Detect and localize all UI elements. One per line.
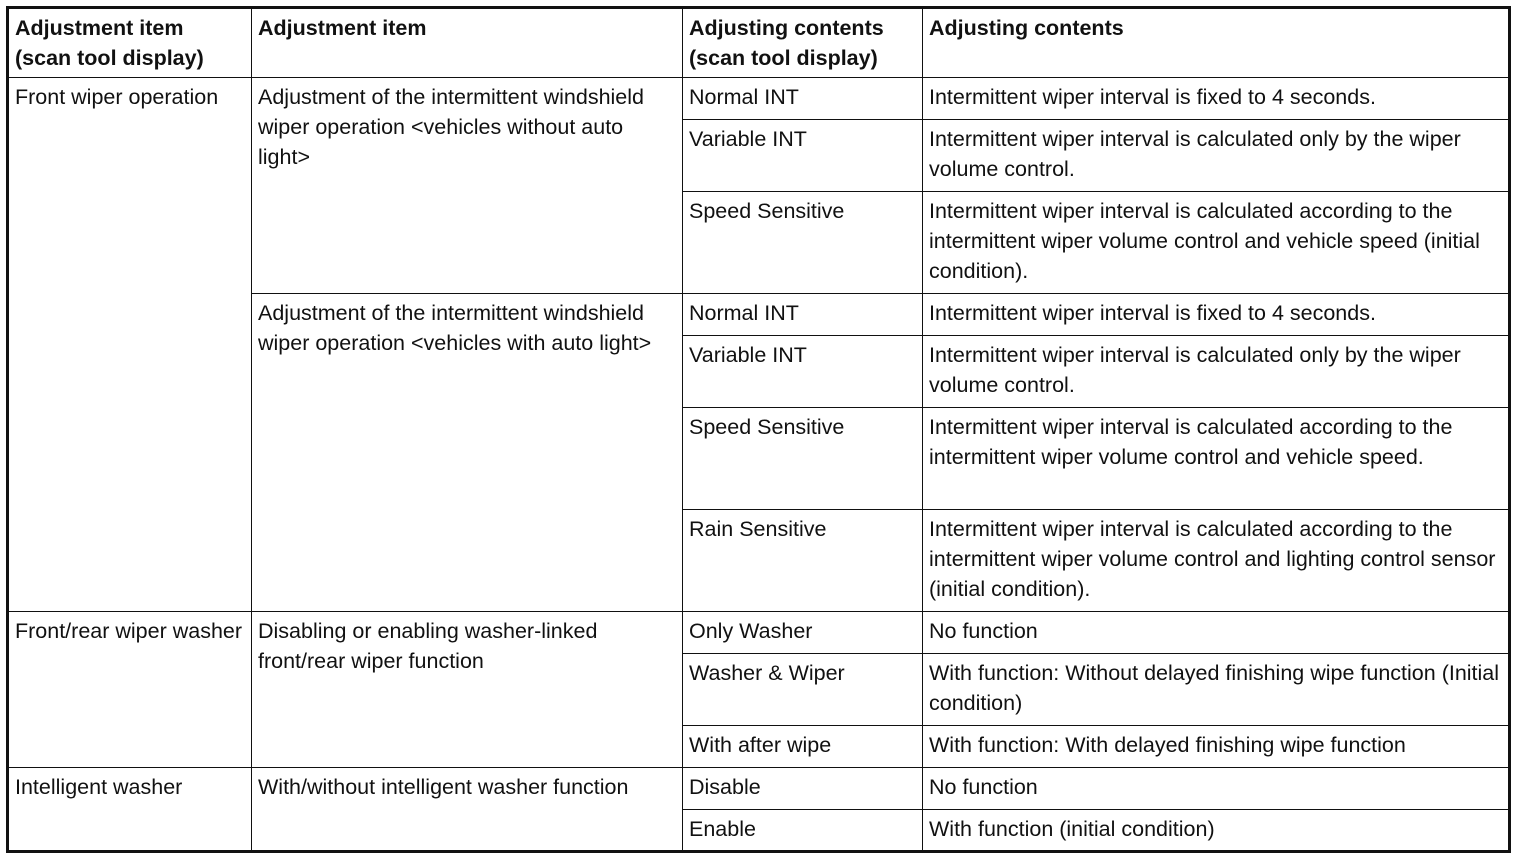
item-display-front-wiper: Front wiper operation — [8, 78, 252, 612]
header-adjusting-contents-scan: Adjusting contents (scan tool display) — [683, 8, 923, 78]
content-text: Intermittent wiper interval is fixed to 4 seconds. — [923, 78, 1510, 120]
header-adjusting-contents: Adjusting contents — [923, 8, 1510, 78]
table-header-row — [8, 8, 1510, 78]
content-display: Washer & Wiper — [683, 654, 923, 726]
header-adjustment-item: Adjustment item — [252, 8, 683, 78]
item-washer: Disabling or enabling washer-linked front/rear wiper function — [252, 612, 683, 768]
content-text: With function (initial condition) — [923, 810, 1510, 852]
content-text: Intermittent wiper interval is calculated only by the wiper volume control. — [923, 120, 1510, 192]
content-display: Variable INT — [683, 336, 923, 408]
content-display: Rain Sensitive — [683, 510, 923, 612]
content-text: Intermittent wiper interval is fixed to 4 seconds. — [923, 294, 1510, 336]
content-text: Intermittent wiper interval is calculated according to the intermittent wiper volume control and lighting control sensor (initial condition). — [923, 510, 1510, 612]
content-display: Normal INT — [683, 294, 923, 336]
content-text: Intermittent wiper interval is calculated only by the wiper volume control. — [923, 336, 1510, 408]
content-text: Intermittent wiper interval is calculated according to the intermittent wiper volume control and vehicle speed (initial condition). — [923, 192, 1510, 294]
content-text: Intermittent wiper interval is calculated according to the intermittent wiper volume control and vehicle speed. — [923, 408, 1510, 510]
table-row — [8, 78, 1510, 120]
content-display: Variable INT — [683, 120, 923, 192]
content-display: Speed Sensitive — [683, 408, 923, 510]
item-intelligent-washer: With/without intelligent washer function — [252, 768, 683, 852]
item-wiper-with-auto-light: Adjustment of the intermittent windshield wiper operation <vehicles with auto light> — [252, 294, 683, 612]
content-display: Normal INT — [683, 78, 923, 120]
item-wiper-without-auto-light: Adjustment of the intermittent windshield wiper operation <vehicles without auto light> — [252, 78, 683, 294]
content-display: Speed Sensitive — [683, 192, 923, 294]
content-display: With after wipe — [683, 726, 923, 768]
content-display: Only Washer — [683, 612, 923, 654]
content-display: Disable — [683, 768, 923, 810]
table-row — [8, 612, 1510, 654]
item-display-washer: Front/rear wiper washer — [8, 612, 252, 768]
content-display: Enable — [683, 810, 923, 852]
content-text: No function — [923, 612, 1510, 654]
content-text: With function: With delayed finishing wipe function — [923, 726, 1510, 768]
content-text: With function: Without delayed finishing wipe function (Initial condition) — [923, 654, 1510, 726]
header-adjustment-item-scan: Adjustment item (scan tool display) — [8, 8, 252, 78]
table-row — [8, 768, 1510, 810]
content-text: No function — [923, 768, 1510, 810]
item-display-intelligent-washer: Intelligent washer — [8, 768, 252, 852]
adjustment-table — [6, 6, 1511, 853]
